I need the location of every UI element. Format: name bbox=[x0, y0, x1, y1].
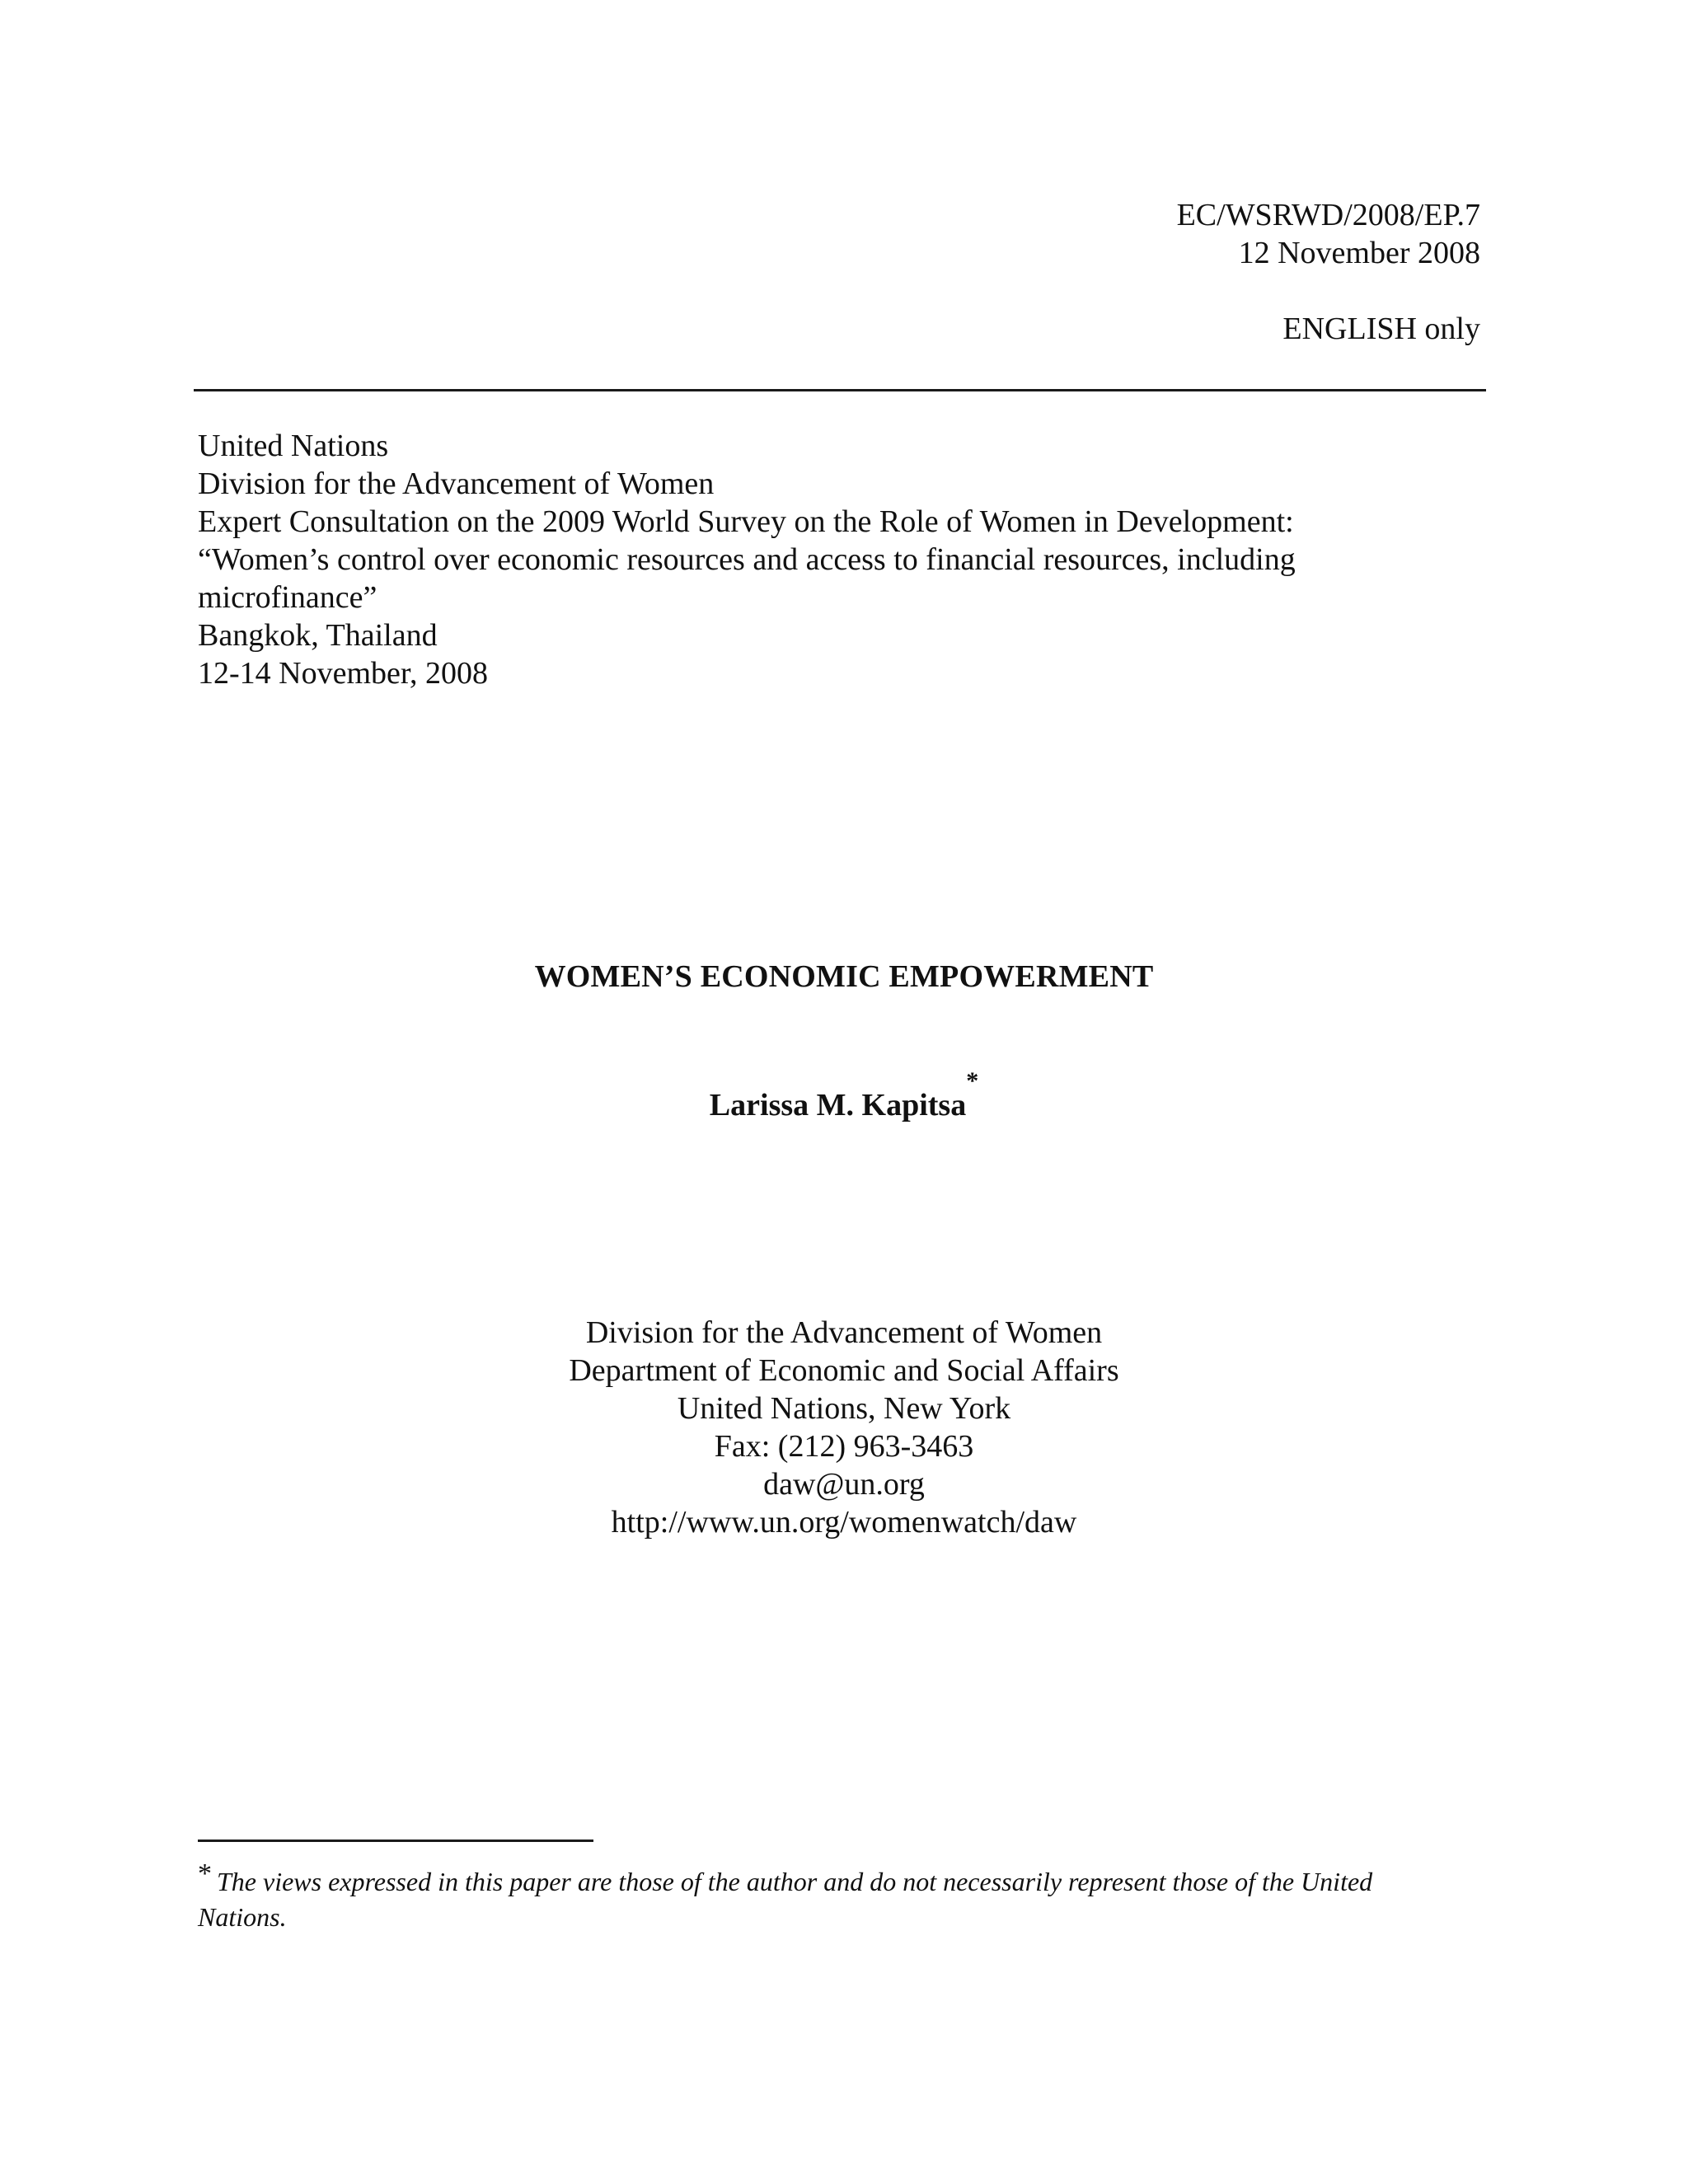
document-reference-block bbox=[1177, 196, 1480, 348]
footnote-divider bbox=[198, 1840, 593, 1842]
meeting-dates: 12-14 November, 2008 bbox=[198, 656, 489, 691]
author-footnote-mark: * bbox=[966, 1067, 979, 1094]
organization-name: United Nations bbox=[198, 429, 389, 463]
contact-email: daw@un.org bbox=[763, 1467, 925, 1502]
author-name: Larissa M. Kapitsa bbox=[709, 1088, 967, 1122]
contact-address: United Nations, New York bbox=[677, 1391, 1011, 1426]
consultation-theme-line-2: microfinance” bbox=[198, 580, 377, 615]
consultation-theme-line-1: “Women’s control over economic resources and access to financial resources, including bbox=[198, 542, 1296, 577]
meeting-info-block bbox=[198, 427, 1484, 692]
consultation-title: Expert Consultation on the 2009 World Survey on the Role of Women in Development: bbox=[198, 504, 1294, 539]
footnote-mark: * bbox=[198, 1858, 212, 1889]
contact-division: Division for the Advancement of Women bbox=[585, 1315, 1103, 1350]
meeting-location: Bangkok, Thailand bbox=[198, 618, 438, 653]
footnote bbox=[198, 1858, 1451, 1934]
document-date: 12 November 2008 bbox=[1238, 236, 1480, 270]
paper-title: WOMEN’S ECONOMIC EMPOWERMENT bbox=[534, 959, 1154, 994]
division-name: Division for the Advancement of Women bbox=[198, 466, 715, 501]
contact-fax: Fax: (212) 963-3463 bbox=[714, 1429, 974, 1464]
contact-department: Department of Economic and Social Affairs bbox=[569, 1353, 1119, 1388]
document-symbol: EC/WSRWD/2008/EP.7 bbox=[1176, 198, 1480, 232]
header-divider bbox=[194, 389, 1486, 391]
footnote-text: The views expressed in this paper are those of the author and do not necessarily represent those of the United Nations. bbox=[198, 1867, 1373, 1932]
paper-author bbox=[0, 1067, 1688, 1124]
contact-url: http://www.un.org/womenwatch/daw bbox=[611, 1505, 1077, 1540]
document-language: ENGLISH only bbox=[1282, 312, 1480, 346]
contact-block bbox=[0, 1314, 1688, 1541]
